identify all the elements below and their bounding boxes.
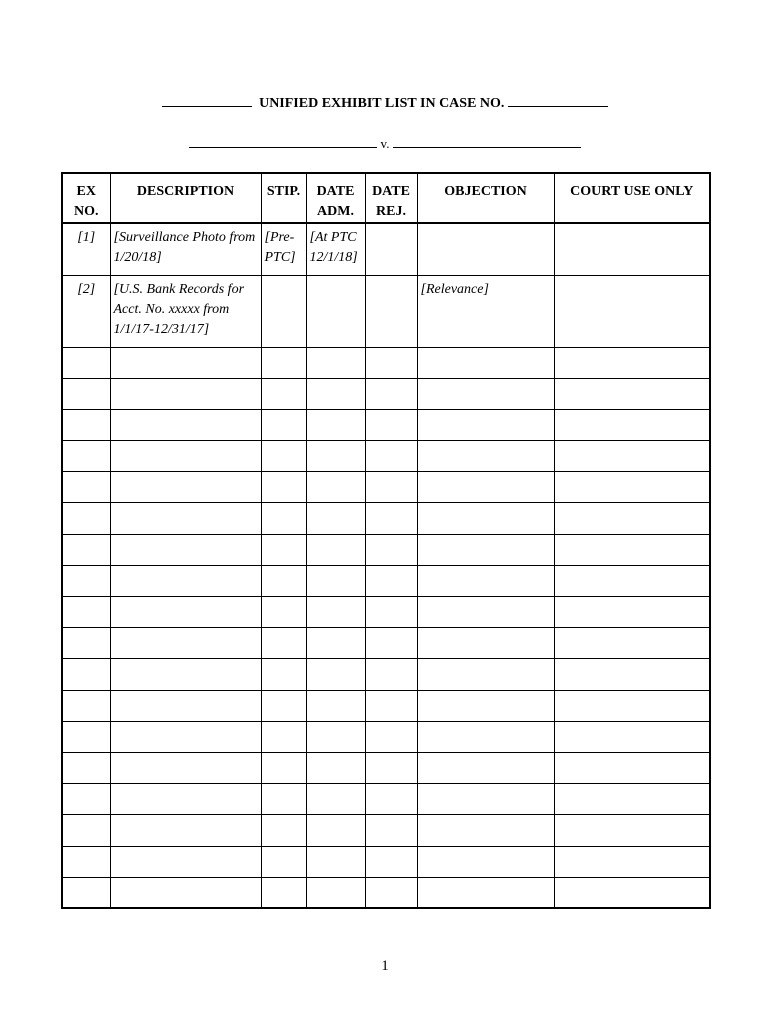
date-adm-cell[interactable]: [306, 846, 365, 877]
document-title: [0, 94, 770, 112]
stip-cell[interactable]: [261, 534, 306, 565]
table-row: [62, 846, 710, 877]
description-cell[interactable]: [110, 628, 261, 659]
description-cell[interactable]: [110, 815, 261, 846]
column-header-objection: OBJECTION: [417, 173, 554, 223]
ex-no-cell[interactable]: [62, 565, 110, 596]
description-cell[interactable]: [110, 784, 261, 815]
date-adm-cell[interactable]: [306, 815, 365, 846]
defendant-blank: [393, 135, 581, 148]
objection-cell[interactable]: [417, 721, 554, 752]
ex-no-cell[interactable]: [62, 659, 110, 690]
date-adm-cell[interactable]: [306, 409, 365, 440]
court-use-cell[interactable]: [554, 347, 710, 378]
date-rej-cell[interactable]: [365, 378, 417, 409]
stip-cell[interactable]: [261, 846, 306, 877]
case-number-blank: [508, 94, 608, 107]
description-cell[interactable]: [110, 378, 261, 409]
table-row: [62, 347, 710, 378]
stip-cell[interactable]: [261, 409, 306, 440]
date-rej-cell[interactable]: [365, 877, 417, 908]
ex-no-cell[interactable]: [62, 347, 110, 378]
description-cell[interactable]: [110, 690, 261, 721]
stip-cell[interactable]: [261, 347, 306, 378]
date-adm-cell[interactable]: [306, 597, 365, 628]
date-rej-cell[interactable]: [365, 534, 417, 565]
table-row: [62, 752, 710, 783]
ex-no-cell[interactable]: [62, 378, 110, 409]
table-row: [62, 565, 710, 596]
court-use-cell[interactable]: [554, 846, 710, 877]
table-row: [62, 409, 710, 440]
objection-cell[interactable]: [417, 534, 554, 565]
versus-label: v.: [380, 136, 390, 151]
ex-no-cell[interactable]: [62, 503, 110, 534]
table-row: [62, 503, 710, 534]
stip-cell[interactable]: [261, 784, 306, 815]
ex-no-cell[interactable]: [62, 409, 110, 440]
date-rej-cell[interactable]: [365, 223, 417, 275]
date-rej-cell[interactable]: [365, 441, 417, 472]
date-adm-cell[interactable]: [306, 534, 365, 565]
table-row: [62, 472, 710, 503]
description-cell[interactable]: [110, 877, 261, 908]
date-rej-cell[interactable]: [365, 690, 417, 721]
date-rej-cell[interactable]: [365, 659, 417, 690]
date-adm-cell[interactable]: [306, 721, 365, 752]
objection-cell[interactable]: [417, 846, 554, 877]
date-adm-cell[interactable]: [306, 628, 365, 659]
ex-no-cell[interactable]: [62, 815, 110, 846]
date-rej-cell[interactable]: [365, 721, 417, 752]
stip-cell[interactable]: [261, 721, 306, 752]
column-header-court-use: COURT USE ONLY: [554, 173, 710, 223]
objection-cell[interactable]: [Relevance]: [417, 275, 554, 347]
ex-no-cell[interactable]: [1]: [62, 223, 110, 275]
plaintiff-blank: [189, 135, 377, 148]
court-use-cell[interactable]: [554, 275, 710, 347]
stip-cell[interactable]: [261, 378, 306, 409]
date-adm-cell[interactable]: [306, 441, 365, 472]
description-cell[interactable]: [110, 752, 261, 783]
court-use-cell[interactable]: [554, 659, 710, 690]
table-row: [62, 877, 710, 908]
court-use-cell[interactable]: [554, 441, 710, 472]
court-use-cell[interactable]: [554, 877, 710, 908]
table-row: [62, 441, 710, 472]
court-use-cell[interactable]: [554, 503, 710, 534]
description-cell[interactable]: [110, 565, 261, 596]
table-row: [62, 659, 710, 690]
description-cell[interactable]: [110, 472, 261, 503]
stip-cell[interactable]: [261, 877, 306, 908]
description-cell[interactable]: [Surveillance Photo from 1/20/18]: [110, 223, 261, 275]
court-use-cell[interactable]: [554, 409, 710, 440]
date-adm-cell[interactable]: [306, 275, 365, 347]
date-adm-cell[interactable]: [306, 472, 365, 503]
case-parties-line: [0, 135, 770, 152]
date-rej-cell[interactable]: [365, 472, 417, 503]
description-cell[interactable]: [110, 597, 261, 628]
description-cell[interactable]: [110, 347, 261, 378]
table-row: [62, 784, 710, 815]
date-adm-cell[interactable]: [306, 378, 365, 409]
stip-cell[interactable]: [261, 690, 306, 721]
column-header-date-rej: DATE REJ.: [365, 173, 417, 223]
date-rej-cell[interactable]: [365, 784, 417, 815]
stip-cell[interactable]: [261, 275, 306, 347]
objection-cell[interactable]: [417, 597, 554, 628]
date-rej-cell[interactable]: [365, 275, 417, 347]
table-row: [62, 721, 710, 752]
ex-no-cell[interactable]: [62, 784, 110, 815]
court-use-cell[interactable]: [554, 597, 710, 628]
description-cell[interactable]: [110, 409, 261, 440]
stip-cell[interactable]: [261, 659, 306, 690]
court-use-cell[interactable]: [554, 565, 710, 596]
table-row: [62, 534, 710, 565]
court-use-cell[interactable]: [554, 378, 710, 409]
court-use-cell[interactable]: [554, 815, 710, 846]
table-row: [62, 628, 710, 659]
date-rej-cell[interactable]: [365, 503, 417, 534]
stip-cell[interactable]: [261, 752, 306, 783]
court-use-cell[interactable]: [554, 534, 710, 565]
objection-cell[interactable]: [417, 752, 554, 783]
objection-cell[interactable]: [417, 659, 554, 690]
description-cell[interactable]: [110, 846, 261, 877]
court-use-cell[interactable]: [554, 472, 710, 503]
stip-cell[interactable]: [261, 503, 306, 534]
table-row: [62, 815, 710, 846]
table-row: [62, 275, 710, 347]
stip-cell[interactable]: [261, 441, 306, 472]
date-rej-cell[interactable]: [365, 597, 417, 628]
date-adm-cell[interactable]: [306, 784, 365, 815]
stip-cell[interactable]: [261, 565, 306, 596]
stip-cell[interactable]: [261, 815, 306, 846]
page-number: 1: [381, 958, 389, 974]
stip-cell[interactable]: [261, 628, 306, 659]
description-cell[interactable]: [110, 659, 261, 690]
table-row: [62, 690, 710, 721]
date-rej-cell[interactable]: [365, 565, 417, 596]
ex-no-cell[interactable]: [62, 472, 110, 503]
court-use-cell[interactable]: [554, 223, 710, 275]
objection-cell[interactable]: [417, 409, 554, 440]
court-use-cell[interactable]: [554, 721, 710, 752]
objection-cell[interactable]: [417, 503, 554, 534]
objection-cell[interactable]: [417, 784, 554, 815]
ex-no-cell[interactable]: [62, 597, 110, 628]
ex-no-cell[interactable]: [62, 534, 110, 565]
document-title-text: UNIFIED EXHIBIT LIST IN CASE NO.: [259, 96, 505, 111]
ex-no-cell[interactable]: [62, 846, 110, 877]
description-cell[interactable]: [110, 503, 261, 534]
objection-cell[interactable]: [417, 378, 554, 409]
court-use-cell[interactable]: [554, 628, 710, 659]
date-rej-cell[interactable]: [365, 409, 417, 440]
objection-cell[interactable]: [417, 628, 554, 659]
date-adm-cell[interactable]: [306, 877, 365, 908]
column-header-description: DESCRIPTION: [110, 173, 261, 223]
ex-no-cell[interactable]: [62, 877, 110, 908]
table-row: [62, 378, 710, 409]
ex-no-cell[interactable]: [62, 752, 110, 783]
ex-no-cell[interactable]: [62, 441, 110, 472]
court-use-cell[interactable]: [554, 784, 710, 815]
date-adm-cell[interactable]: [306, 752, 365, 783]
objection-cell[interactable]: [417, 347, 554, 378]
table-row: [62, 597, 710, 628]
date-adm-cell[interactable]: [306, 347, 365, 378]
objection-cell[interactable]: [417, 815, 554, 846]
ex-no-cell[interactable]: [62, 690, 110, 721]
objection-cell[interactable]: [417, 690, 554, 721]
date-adm-cell[interactable]: [306, 565, 365, 596]
date-rej-cell[interactable]: [365, 752, 417, 783]
court-use-cell[interactable]: [554, 752, 710, 783]
date-adm-cell[interactable]: [At PTC 12/1/18]: [306, 223, 365, 275]
case-prefix-blank: [162, 94, 252, 107]
table-header-row: [62, 173, 710, 223]
date-adm-cell[interactable]: [306, 503, 365, 534]
date-rej-cell[interactable]: [365, 846, 417, 877]
objection-cell[interactable]: [417, 565, 554, 596]
objection-cell[interactable]: [417, 223, 554, 275]
exhibit-table: [61, 172, 711, 909]
objection-cell[interactable]: [417, 472, 554, 503]
column-header-date-adm: DATE ADM.: [306, 173, 365, 223]
description-cell[interactable]: [110, 441, 261, 472]
description-cell[interactable]: [U.S. Bank Records for Acct. No. xxxxx from 1/1/17-12/31/17]: [110, 275, 261, 347]
objection-cell[interactable]: [417, 877, 554, 908]
ex-no-cell[interactable]: [62, 721, 110, 752]
date-adm-cell[interactable]: [306, 659, 365, 690]
stip-cell[interactable]: [Pre-PTC]: [261, 223, 306, 275]
description-cell[interactable]: [110, 721, 261, 752]
stip-cell[interactable]: [261, 472, 306, 503]
objection-cell[interactable]: [417, 441, 554, 472]
date-rej-cell[interactable]: [365, 628, 417, 659]
stip-cell[interactable]: [261, 597, 306, 628]
column-header-ex-no: EX NO.: [62, 173, 110, 223]
ex-no-cell[interactable]: [2]: [62, 275, 110, 347]
date-rej-cell[interactable]: [365, 815, 417, 846]
court-use-cell[interactable]: [554, 690, 710, 721]
description-cell[interactable]: [110, 534, 261, 565]
date-adm-cell[interactable]: [306, 690, 365, 721]
table-row: [62, 223, 710, 275]
column-header-stip: STIP.: [261, 173, 306, 223]
ex-no-cell[interactable]: [62, 628, 110, 659]
date-rej-cell[interactable]: [365, 347, 417, 378]
